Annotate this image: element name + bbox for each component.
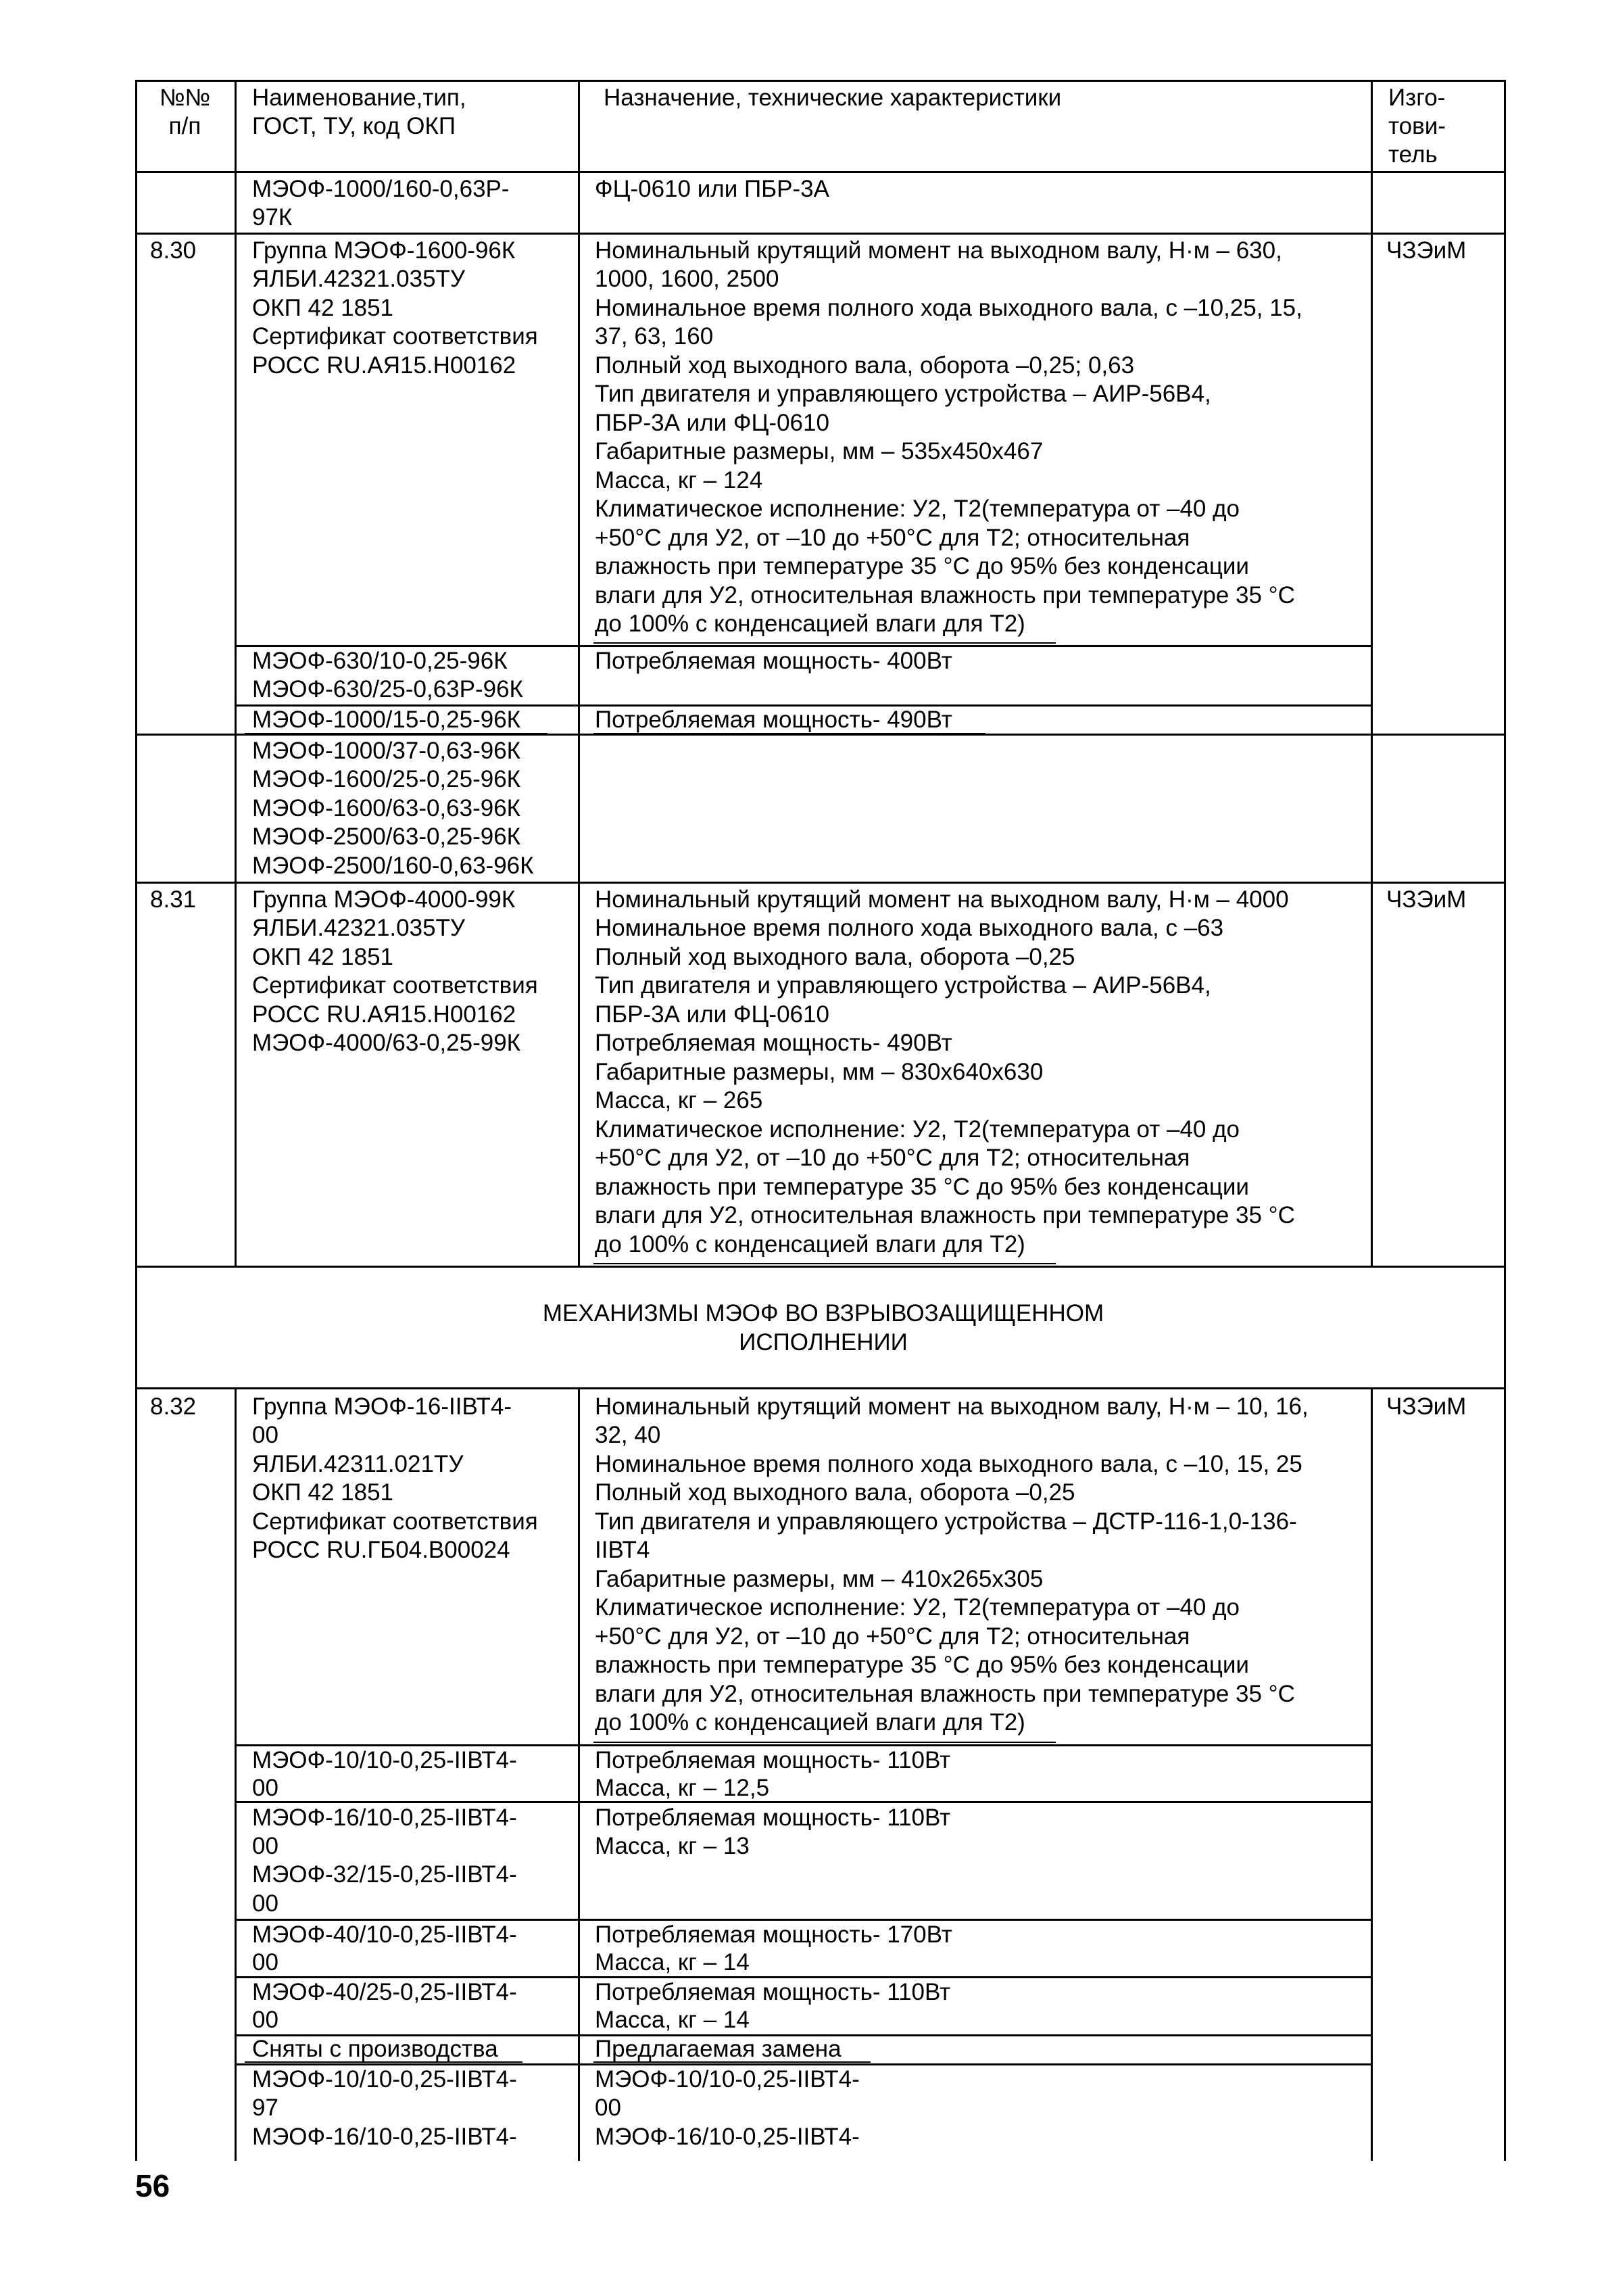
product-desc-line: Тип двигателя и управляющего устройства – АИР-56В4, [595,972,1211,999]
variant-desc-line: Масса, кг – 14 [595,2007,750,2033]
table-border-left [135,80,137,2161]
product-name-line: ОКП 42 1851 [252,944,394,970]
variant-name-line: МЭОФ-16/10-0,25-IIВТ4- [252,1804,517,1831]
variant-name-line: МЭОФ-16/10-0,25-IIВТ4- [252,2124,517,2150]
product-desc-line: Масса, кг – 124 [595,467,763,494]
variant-name-line: 97 [252,2095,278,2121]
manufacturer: ЧЗЭиМ [1386,1393,1467,1420]
row-divider [135,1387,1506,1389]
manufacturer: ЧЗЭиМ [1386,237,1467,264]
product-name-line: РОСС RU.АЯ15.Н00162 [252,1001,516,1028]
product-desc-line: влажность при температуре 35 °С до 95% без конденсации [595,553,1249,579]
row-divider [135,233,1506,235]
variant-name-line: МЭОФ-32/15-0,25-IIВТ4- [252,1861,517,1888]
section-heading-line: МЕХАНИЗМЫ МЭОФ ВО ВЗРЫВОЗАЩИЩЕННОМ [542,1300,1104,1326]
variant-desc-line: 00 [595,2095,621,2121]
product-desc-line: 32, 40 [595,1422,661,1448]
column-divider-2 [578,80,580,1266]
product-desc-line: влаги для У2, относительная влажность при температуре 35 °С [595,582,1295,608]
product-name-line: ОКП 42 1851 [252,1479,394,1506]
product-name-line: 00 [252,1422,278,1448]
header-name-line: Наименование,тип, [252,85,466,111]
variant-name-line: МЭОФ-1600/63-0,63-96К [252,795,521,821]
variant-name-line: МЭОФ-40/10-0,25-IIВТ4- [252,1921,517,1948]
product-desc-line: Потребляемая мощность- 490Вт [595,1030,952,1056]
header-num-line: №№ [159,85,211,111]
variant-desc-line: МЭОФ-16/10-0,25-IIВТ4- [595,2124,860,2150]
variant-name-line: 00 [252,1890,278,1917]
product-desc-line: ПБР-3А или ФЦ-0610 [595,410,829,436]
table-border-right [1504,80,1506,2161]
column-divider-2 [578,1389,580,2161]
product-desc-line: 1000, 1600, 2500 [595,266,779,292]
product-name-line: РОСС RU.АЯ15.Н00162 [252,352,516,379]
row-divider [135,882,1506,884]
product-desc-line: Габаритные размеры, мм – 410х265х305 [595,1566,1044,1592]
row-number: 8.32 [150,1393,197,1420]
product-desc-line: Габаритные размеры, мм – 535х450х467 [595,438,1044,464]
product-desc-line: до 100% с конденсацией влаги для Т2) [595,1231,1025,1258]
header-name-line: ГОСТ, ТУ, код ОКП [252,113,456,139]
variant-name-line: 00 [252,1833,278,1859]
product-name-line: МЭОФ-1000/160-0,63Р- [252,176,510,202]
product-desc-line: Тип двигателя и управляющего устройства – АИР-56В4, [595,381,1211,407]
row-divider [135,171,1506,173]
variant-desc-line: Потребляемая мощность- 110Вт [595,1804,951,1831]
variant-desc-line: Масса, кг – 12,5 [595,1775,770,1801]
header-maker-line: тель [1388,141,1438,168]
product-desc-line: до 100% с конденсацией влаги для Т2) [595,611,1025,637]
product-name-line: Группа МЭОФ-1600-96К [252,237,516,264]
row-number: 8.30 [150,237,197,264]
product-desc-line: Климатическое исполнение: У2, Т2(температура от –40 до [595,1594,1240,1621]
product-name-line: Сертификат соответствия [252,972,538,999]
header-purpose: Назначение, технические характеристики [604,85,1062,111]
variant-name-line: МЭОФ-1600/25-0,25-96К [252,766,521,792]
variant-name-line: 00 [252,2007,278,2033]
variant-name-line: 00 [252,1949,278,1976]
underline [593,1742,1056,1743]
column-divider-1 [235,1389,237,2161]
product-desc-line: Номинальный крутящий момент на выходном валу, Н·м – 630, [595,237,1282,264]
variant-name-line: МЭОФ-2500/160-0,63-96К [252,853,534,879]
product-desc-line: Климатическое исполнение: У2, Т2(температура от –40 до [595,1116,1240,1143]
product-name-line: Сертификат соответствия [252,323,538,350]
section-heading [142,1299,1505,1357]
variant-name-line: МЭОФ-2500/63-0,25-96К [252,823,521,850]
product-desc-line: +50°С для У2, от –10 до +50°С для Т2; относительная [595,1623,1190,1650]
column-divider-1 [235,80,237,1266]
product-name-line: Группа МЭОФ-16-IIВТ4- [252,1393,512,1420]
product-name-line: ЯЛБИ.42321.035ТУ [252,266,466,292]
product-desc-line: 37, 63, 160 [595,323,714,350]
product-name-line: Группа МЭОФ-4000-99К [252,886,516,913]
product-name-line: ЯЛБИ.42321.035ТУ [252,915,466,941]
product-desc-line: Масса, кг – 265 [595,1087,763,1114]
page-number: 56 [135,2168,170,2203]
variant-name-line: МЭОФ-1000/37-0,63-96К [252,738,521,764]
product-desc-line: влажность при температуре 35 °С до 95% без конденсации [595,1652,1249,1678]
variant-desc-line: Масса, кг – 14 [595,1949,750,1976]
product-desc-line: +50°С для У2, от –10 до +50°С для Т2; относительная [595,1145,1190,1171]
header-maker-line: тови- [1388,113,1446,139]
product-desc-line: Номинальное время полного хода выходного вала, с –10, 15, 25 [595,1451,1302,1477]
column-divider-3 [1371,1389,1373,2161]
variant-name-line: МЭОФ-1000/15-0,25-96К [252,707,521,733]
product-name-line: ОКП 42 1851 [252,295,394,321]
variant-desc-line: МЭОФ-10/10-0,25-IIВТ4- [595,2066,860,2092]
product-name-line: РОСС RU.ГБ04.В00024 [252,1537,510,1563]
product-desc-line: ФЦ-0610 или ПБР-3А [595,176,829,202]
product-desc-line: +50°С для У2, от –10 до +50°С для Т2; относительная [595,525,1190,551]
product-desc-line: ПБР-3А или ФЦ-0610 [595,1001,829,1028]
variant-desc-line: Потребляемая мощность- 170Вт [595,1921,952,1948]
product-desc-line: Полный ход выходного вала, оборота –0,25; 0,63 [595,352,1135,379]
variant-name-line: МЭОФ-10/10-0,25-IIВТ4- [252,1747,517,1773]
product-desc-line: Номинальный крутящий момент на выходном валу, Н·м – 4000 [595,886,1289,913]
product-name-line: Сертификат соответствия [252,1508,538,1535]
header-maker-line: Изго- [1388,85,1446,111]
product-desc-line: влаги для У2, относительная влажность при температуре 35 °С [595,1202,1295,1228]
section-heading-line: ИСПОЛНЕНИИ [739,1329,908,1356]
row-number: 8.31 [150,886,197,913]
product-desc-line: IIВТ4 [595,1537,650,1563]
product-desc-line: Полный ход выходного вала, оборота –0,25 [595,1479,1075,1506]
variant-desc-line: Потребляемая мощность- 110Вт [595,1747,951,1773]
variant-name-line: МЭОФ-630/25-0,63Р-96К [252,676,523,702]
product-desc-line: Полный ход выходного вала, оборота –0,25 [595,944,1075,970]
product-name-line: 97К [252,204,293,231]
product-desc-line: до 100% с конденсацией влаги для Т2) [595,1709,1025,1736]
manufacturer: ЧЗЭиМ [1386,886,1467,913]
column-divider-3 [1371,80,1373,1266]
variant-name-line: МЭОФ-40/25-0,25-IIВТ4- [252,1979,517,2005]
variant-desc-line: Потребляемая мощность- 400Вт [595,648,952,674]
variant-desc-line: Потребляемая мощность- 110Вт [595,1979,951,2005]
subrow-divider [235,1801,1373,1803]
variant-desc-line: Потребляемая мощность- 490Вт [595,707,952,733]
underline [593,642,1056,644]
product-desc-line: Номинальное время полного хода выходного вала, с –10,25, 15, [595,295,1302,321]
discontinued-label: Сняты с производства [252,2036,498,2062]
header-num-line: п/п [168,113,201,139]
product-desc-line: Номинальный крутящий момент на выходном валу, Н·м – 10, 16, [595,1393,1309,1420]
product-desc-line: влажность при температуре 35 °С до 95% без конденсации [595,1174,1249,1200]
product-desc-line: Габаритные размеры, мм – 830х640х630 [595,1059,1044,1085]
variant-name-line: МЭОФ-630/10-0,25-96К [252,648,508,674]
product-name-line: МЭОФ-4000/63-0,25-99К [252,1030,521,1056]
table-border-top [135,80,1506,82]
product-name-line: ЯЛБИ.42311.021ТУ [252,1451,464,1477]
product-desc-line: Климатическое исполнение: У2, Т2(температура от –40 до [595,496,1240,522]
variant-desc-line: Масса, кг – 13 [595,1833,750,1859]
product-desc-line: Номинальное время полного хода выходного вала, с –63 [595,915,1224,941]
underline [593,1263,1056,1264]
product-desc-line: влаги для У2, относительная влажность при температуре 35 °С [595,1681,1295,1707]
product-desc-line: Тип двигателя и управляющего устройства – ДСТР-116-1,0-136- [595,1508,1297,1535]
variant-name-line: МЭОФ-10/10-0,25-IIВТ4- [252,2066,517,2092]
replacement-label: Предлагаемая замена [595,2036,842,2062]
variant-name-line: 00 [252,1775,278,1801]
row-divider [135,1266,1506,1268]
